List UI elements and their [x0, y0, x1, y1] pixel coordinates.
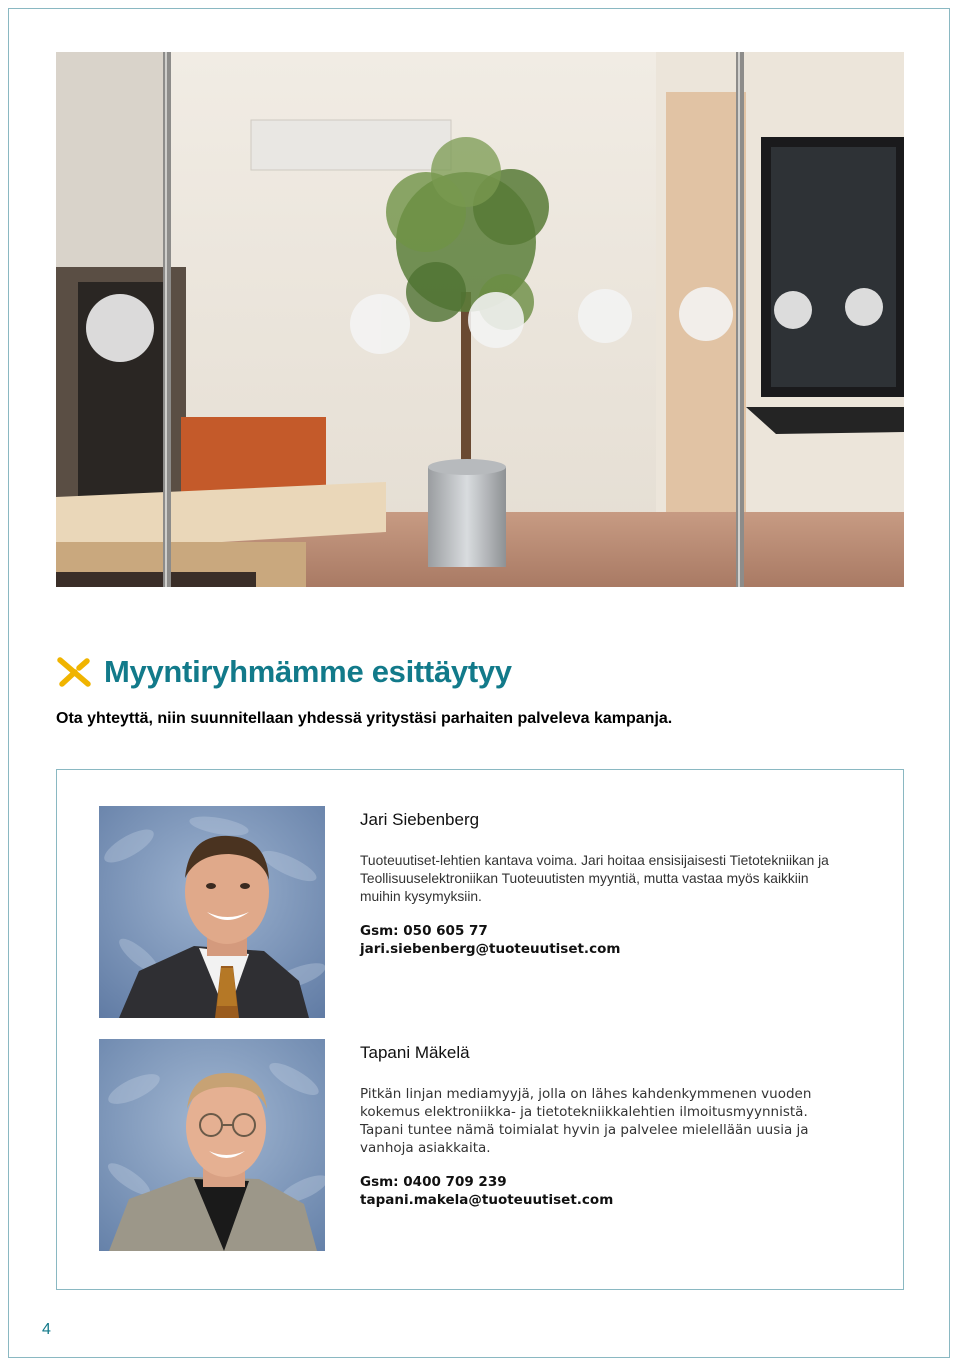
- person-bio: Pitkän linjan mediamyyjä, jolla on lähes kahdenkymmenen vuoden kokemus elektroniikka- ja tietotekniikkalehtien ilmoitusmyynnistä. Tapani tuntee nämä toimialat hyvin ja palvelee mielellään uusia ja vanhoja asiakkaita.: [360, 1086, 812, 1156]
- person-gsm: Gsm: 050 605 77: [360, 923, 488, 939]
- office-photo: [56, 52, 904, 587]
- page-number: 4: [42, 1321, 51, 1338]
- person-email[interactable]: tapani.makela@tuoteuutiset.com: [360, 1192, 614, 1208]
- portrait-jari-siebenberg: [99, 806, 325, 1018]
- person-bio: Tuoteuutiset-lehtien kantava voima. Jari hoitaa ensisijaisesti Tietotekniikan ja Teollisuuselektroniikan Tuoteuutisten myyntiä, mutta vastaa myös kaikkiin muihin kysymyksiin.: [360, 853, 829, 904]
- person-name: Jari Siebenberg: [360, 810, 480, 829]
- bio-jari-siebenberg: [360, 810, 830, 958]
- x-mark-icon: [56, 657, 92, 687]
- bio-tapani-makela: [360, 1043, 830, 1209]
- page-subtitle: Ota yhteyttä, niin suunnitellaan yhdessä yritystäsi parhaiten palveleva kampanja.: [56, 710, 673, 727]
- person-name: Tapani Mäkelä: [360, 1043, 470, 1062]
- portrait-tapani-makela: [99, 1039, 325, 1251]
- person-email[interactable]: jari.siebenberg@tuoteuutiset.com: [360, 941, 621, 957]
- person-gsm: Gsm: 0400 709 239: [360, 1174, 507, 1190]
- page-title: Myyntiryhmämme esittäytyy: [104, 654, 512, 689]
- section-heading: [56, 650, 512, 694]
